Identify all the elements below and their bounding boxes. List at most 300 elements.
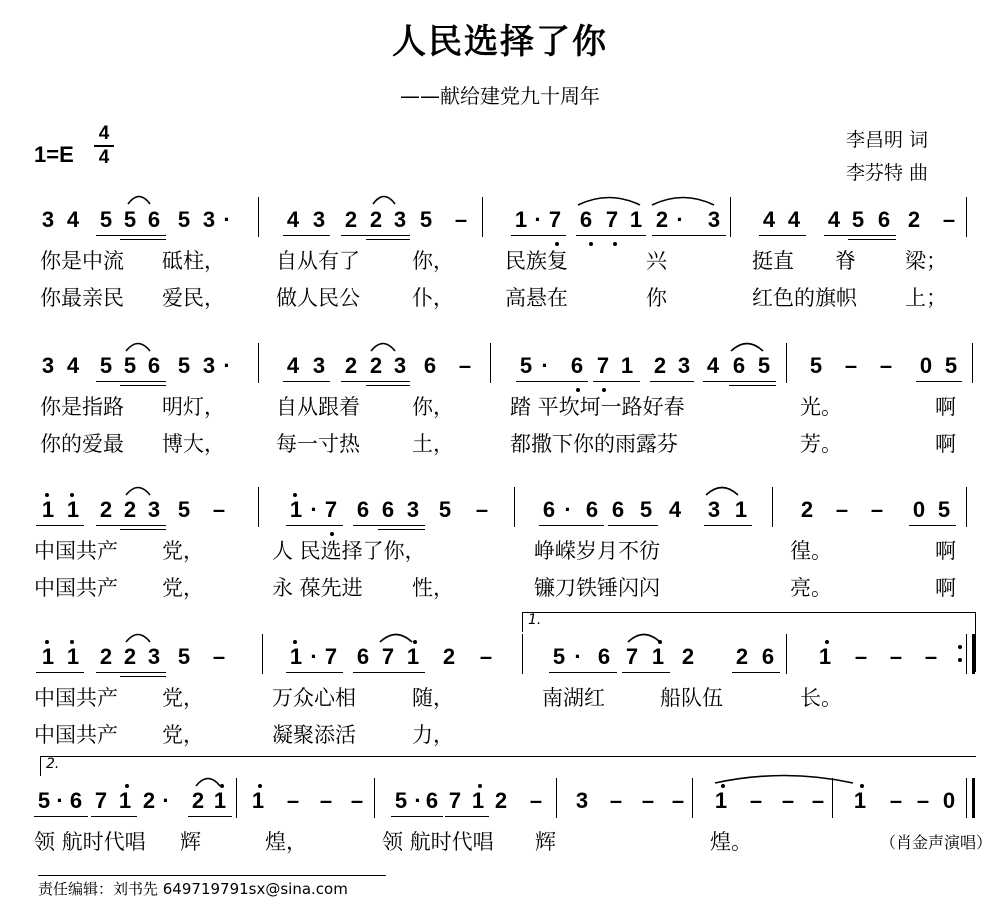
- note: 6: [732, 353, 746, 378]
- note: 5: [851, 207, 865, 232]
- note: 3: [312, 207, 326, 232]
- note: 4: [762, 207, 776, 232]
- note: 2: [681, 644, 695, 669]
- dash-note: –: [641, 788, 655, 813]
- note: 0: [942, 788, 956, 813]
- augmentation-dot: ·: [676, 207, 684, 232]
- dash-note: –: [811, 788, 825, 813]
- note-beam: [378, 525, 425, 530]
- tie-slur: [124, 629, 152, 643]
- lyric-text: 南湖红: [542, 686, 605, 710]
- barline: [258, 343, 259, 383]
- note: 6: [423, 353, 437, 378]
- volta-bracket: [522, 612, 523, 632]
- note-beam: [188, 816, 232, 817]
- tie-slur: [194, 773, 222, 787]
- barline: [786, 634, 787, 674]
- tie-slur: [124, 338, 152, 352]
- dash-note: –: [212, 644, 226, 669]
- augmentation-dot: ·: [534, 207, 542, 232]
- lyric-text: 做人民公: [276, 286, 360, 310]
- note: 6: [69, 788, 83, 813]
- lyric-text: 力，: [412, 723, 454, 747]
- note: 0: [919, 353, 933, 378]
- barline: [966, 197, 967, 237]
- lyric-text: 挺直: [752, 249, 794, 273]
- note: 1: [471, 788, 485, 813]
- note-beam: [909, 525, 956, 526]
- augmentation-dot: ·: [541, 353, 549, 378]
- note: 5: [177, 497, 191, 522]
- lyric-text: 徨。: [790, 539, 832, 563]
- note: 2: [494, 788, 508, 813]
- dash-note: –: [458, 353, 472, 378]
- note: 3: [41, 353, 55, 378]
- barline: [482, 197, 483, 237]
- volta-bracket: [522, 612, 976, 613]
- note: 6: [597, 644, 611, 669]
- note: 5: [639, 497, 653, 522]
- note: 3: [406, 497, 420, 522]
- note: 1: [289, 497, 303, 522]
- tie-slur: [371, 191, 397, 205]
- note: 5: [37, 788, 51, 813]
- note-beam: [283, 235, 330, 236]
- octave-dot: [293, 493, 297, 497]
- barline: [786, 343, 787, 383]
- note: 1: [514, 207, 528, 232]
- note: 2: [99, 644, 113, 669]
- lyric-text: 中国共产: [34, 539, 118, 563]
- lyric-text: 你最亲民: [40, 286, 124, 310]
- note: 2: [123, 497, 137, 522]
- singer-credit: （肖金声演唱）: [880, 833, 993, 852]
- note-beam: [366, 235, 410, 240]
- note: 1: [818, 644, 832, 669]
- repeat-bar: [972, 634, 975, 674]
- note-beam: [916, 381, 962, 382]
- lyric-text: 你是指路: [40, 395, 124, 419]
- note-beam: [650, 381, 694, 382]
- dash-note: –: [749, 788, 763, 813]
- lyric-text: 人 民选择了你，: [272, 539, 426, 563]
- lyric-text: 你: [646, 286, 667, 310]
- note: 5: [394, 788, 408, 813]
- note: 7: [324, 497, 338, 522]
- barline: [236, 778, 237, 818]
- note: 1: [213, 788, 227, 813]
- note: 4: [706, 353, 720, 378]
- note-beam: [34, 816, 88, 817]
- octave-dot: [330, 532, 334, 536]
- lyric-text: 你的爱最: [40, 432, 124, 456]
- note-beam: [848, 235, 896, 240]
- note: 3: [393, 353, 407, 378]
- lyric-text: 领 航时代唱: [382, 830, 494, 854]
- barline: [262, 634, 263, 674]
- note: 7: [324, 644, 338, 669]
- note: 4: [787, 207, 801, 232]
- note-beam: [283, 381, 330, 382]
- dash-note: –: [286, 788, 300, 813]
- note: 1: [853, 788, 867, 813]
- note: 6: [381, 497, 395, 522]
- dash-note: –: [529, 788, 543, 813]
- note: 5: [809, 353, 823, 378]
- lyric-text: 随，: [412, 686, 454, 710]
- note: 6: [356, 497, 370, 522]
- octave-dot: [589, 242, 593, 246]
- note: 4: [286, 207, 300, 232]
- lyric-text: 亮。: [790, 576, 832, 600]
- lyric-text: 煌。: [710, 830, 752, 854]
- note: 7: [94, 788, 108, 813]
- volta-number: 2.: [46, 756, 60, 772]
- lyric-text: 红色的旗帜: [752, 286, 857, 310]
- note: 3: [707, 207, 721, 232]
- note: 5: [177, 207, 191, 232]
- tie-slur: [126, 191, 152, 205]
- tie-slur: [369, 338, 397, 352]
- meter-top: 4: [98, 123, 110, 144]
- octave-dot: [45, 640, 49, 644]
- note: 1: [629, 207, 643, 232]
- note-beam: [729, 381, 776, 386]
- note: 3: [312, 353, 326, 378]
- octave-dot: [70, 640, 74, 644]
- dash-note: –: [475, 497, 489, 522]
- barline: [730, 197, 731, 237]
- note: 6: [761, 644, 775, 669]
- note: 4: [668, 497, 682, 522]
- note: 2: [142, 788, 156, 813]
- lyricist-credit: 李昌明 词: [846, 129, 929, 151]
- note: 7: [625, 644, 639, 669]
- augmentation-dot: ·: [574, 644, 582, 669]
- lyric-text: 芳。: [800, 432, 842, 456]
- note: 1: [651, 644, 665, 669]
- note-beam: [366, 381, 410, 386]
- tie-slur: [704, 482, 740, 496]
- lyric-text: 党，: [162, 686, 204, 710]
- lyric-text: 仆，: [412, 286, 454, 310]
- note: 1: [251, 788, 265, 813]
- lyric-text: 踏 平坎坷一路好春: [510, 395, 685, 419]
- note: 1: [289, 644, 303, 669]
- note-beam: [445, 816, 489, 817]
- lyric-text: 长。: [800, 686, 842, 710]
- lyric-text: 性，: [412, 576, 454, 600]
- lyric-text: 峥嵘岁月不彷: [534, 539, 660, 563]
- key-signature: 1=E: [34, 142, 74, 167]
- note: 3: [707, 497, 721, 522]
- note: 3: [41, 207, 55, 232]
- barline: [258, 487, 259, 527]
- note-beam: [286, 672, 343, 673]
- note: 2: [123, 644, 137, 669]
- augmentation-dot: ·: [310, 497, 318, 522]
- note: 5: [438, 497, 452, 522]
- note: 3: [575, 788, 589, 813]
- note: 6: [356, 644, 370, 669]
- barline: [972, 343, 973, 383]
- note: 6: [579, 207, 593, 232]
- octave-dot: [258, 784, 262, 788]
- lyric-text: 光。: [800, 395, 842, 419]
- note: 3: [677, 353, 691, 378]
- note: 7: [381, 644, 395, 669]
- note: 5: [177, 353, 191, 378]
- note: 6: [585, 497, 599, 522]
- dash-note: –: [479, 644, 493, 669]
- lyric-text: 船队伍: [660, 686, 723, 710]
- lyric-text: 啊: [935, 576, 956, 600]
- note: 2: [344, 353, 358, 378]
- lyric-text: 辉: [180, 830, 201, 854]
- note: 2: [344, 207, 358, 232]
- note: 2: [800, 497, 814, 522]
- augmentation-dot: ·: [564, 497, 572, 522]
- barline: [692, 778, 693, 818]
- note-beam: [622, 672, 670, 673]
- augmentation-dot: ·: [223, 207, 231, 232]
- lyric-text: 辉: [535, 830, 556, 854]
- lyric-text: 党，: [162, 576, 204, 600]
- time-signature: [94, 124, 114, 168]
- note: 6: [425, 788, 439, 813]
- editor-footer: 责任编辑：刘书先 649719791sx@sina.com: [38, 880, 348, 898]
- tie-slur: [378, 629, 414, 643]
- final-bar: [966, 778, 967, 818]
- note-beam: [549, 672, 617, 673]
- octave-dot: [125, 784, 129, 788]
- note: 6: [877, 207, 891, 232]
- barline: [258, 197, 259, 237]
- tie-slur: [124, 482, 152, 496]
- note-beam: [36, 525, 84, 526]
- note: 6: [542, 497, 556, 522]
- note: 3: [147, 644, 161, 669]
- lyric-text: 你是中流: [40, 249, 124, 273]
- note: 4: [286, 353, 300, 378]
- dash-note: –: [319, 788, 333, 813]
- repeat-dot: [958, 645, 962, 649]
- lyric-text: 梁；: [905, 249, 947, 273]
- augmentation-dot: ·: [223, 353, 231, 378]
- barline: [514, 487, 515, 527]
- lyric-text: 党，: [162, 723, 204, 747]
- lyric-text: 民族复: [505, 249, 568, 273]
- song-title: 人民选择了你: [392, 22, 608, 62]
- dash-note: –: [609, 788, 623, 813]
- note: 4: [827, 207, 841, 232]
- tie-slur: [650, 192, 716, 206]
- octave-dot: [70, 493, 74, 497]
- dash-note: –: [942, 207, 956, 232]
- octave-dot: [602, 388, 606, 392]
- note: 5: [937, 497, 951, 522]
- note: 2: [369, 353, 383, 378]
- note: 7: [596, 353, 610, 378]
- note: 2: [191, 788, 205, 813]
- note-beam: [516, 381, 588, 382]
- dash-note: –: [671, 788, 685, 813]
- note: 4: [66, 207, 80, 232]
- octave-dot: [825, 640, 829, 644]
- dash-note: –: [454, 207, 468, 232]
- barline: [556, 778, 557, 818]
- lyric-text: 砥柱，: [162, 249, 225, 273]
- lyric-text: 党，: [162, 539, 204, 563]
- lyric-text: 你，: [412, 249, 454, 273]
- note: 1: [734, 497, 748, 522]
- note: 7: [448, 788, 462, 813]
- song-subtitle: ——献给建党九十周年: [400, 84, 600, 108]
- lyric-text: 明灯，: [162, 395, 225, 419]
- octave-dot: [576, 388, 580, 392]
- dash-note: –: [854, 644, 868, 669]
- note: 5: [177, 644, 191, 669]
- note: 6: [147, 207, 161, 232]
- lyric-text: 自从有了: [276, 249, 360, 273]
- composer-credit: 李芬特 曲: [846, 162, 929, 184]
- lyric-text: 每一寸热: [276, 432, 360, 456]
- tie-slur: [626, 629, 662, 643]
- note: 2: [655, 207, 669, 232]
- dash-note: –: [924, 644, 938, 669]
- note: 0: [912, 497, 926, 522]
- note: 5: [123, 207, 137, 232]
- barline: [374, 778, 375, 818]
- lyric-text: 万众心相: [272, 686, 356, 710]
- note-beam: [759, 235, 806, 236]
- note: 2: [369, 207, 383, 232]
- note-beam: [576, 235, 646, 236]
- note: 5: [123, 353, 137, 378]
- tie-slur: [576, 192, 642, 206]
- note-beam: [732, 672, 780, 673]
- note: 1: [66, 497, 80, 522]
- note: 5: [99, 207, 113, 232]
- note: 5: [519, 353, 533, 378]
- dash-note: –: [879, 353, 893, 378]
- note: 5: [99, 353, 113, 378]
- tie-slur: [713, 770, 855, 784]
- dash-note: –: [844, 353, 858, 378]
- volta-bracket: [40, 756, 41, 776]
- note: 1: [118, 788, 132, 813]
- lyric-text: 高悬在: [505, 286, 568, 310]
- note-beam: [120, 525, 166, 530]
- lyric-text: 永 葆先进: [272, 576, 363, 600]
- note-beam: [120, 381, 166, 386]
- lyric-text: 爱民，: [162, 286, 225, 310]
- note-beam: [593, 381, 640, 382]
- note: 2: [907, 207, 921, 232]
- note: 1: [714, 788, 728, 813]
- note-beam: [353, 672, 425, 673]
- lyric-text: 煌，: [265, 830, 307, 854]
- dash-note: –: [870, 497, 884, 522]
- note-beam: [391, 816, 443, 817]
- note: 3: [147, 497, 161, 522]
- dash-note: –: [350, 788, 364, 813]
- octave-dot: [613, 242, 617, 246]
- lyric-text: 啊: [935, 432, 956, 456]
- octave-dot: [478, 784, 482, 788]
- barline: [772, 487, 773, 527]
- lyric-text: 啊: [935, 395, 956, 419]
- volta-bracket: [975, 612, 976, 672]
- lyric-text: 脊: [835, 249, 856, 273]
- note: 1: [41, 497, 55, 522]
- note: 2: [442, 644, 456, 669]
- note: 6: [147, 353, 161, 378]
- note: 7: [548, 207, 562, 232]
- note: 3: [202, 207, 216, 232]
- volta-bracket: [40, 756, 976, 757]
- note: 5: [944, 353, 958, 378]
- meter-bottom: 4: [98, 147, 110, 168]
- note: 1: [41, 644, 55, 669]
- lyric-text: 土，: [412, 432, 454, 456]
- note: 6: [611, 497, 625, 522]
- octave-dot: [555, 242, 559, 246]
- note-beam: [511, 235, 566, 236]
- lyric-text: 你，: [412, 395, 454, 419]
- final-bar: [972, 778, 975, 818]
- note: 2: [653, 353, 667, 378]
- lyric-text: 凝聚添活: [272, 723, 356, 747]
- barline: [966, 487, 967, 527]
- lyric-text: 博大，: [162, 432, 225, 456]
- note: 2: [735, 644, 749, 669]
- dash-note: –: [916, 788, 930, 813]
- note: 3: [202, 353, 216, 378]
- note-beam: [608, 525, 658, 526]
- augmentation-dot: ·: [310, 644, 318, 669]
- note-beam: [286, 525, 343, 526]
- lyric-text: 兴: [646, 249, 667, 273]
- lyric-text: 镰刀铁锤闪闪: [534, 576, 660, 600]
- augmentation-dot: ·: [414, 788, 422, 813]
- lyric-text: 自从跟着: [276, 395, 360, 419]
- note: 3: [393, 207, 407, 232]
- augmentation-dot: ·: [56, 788, 64, 813]
- note: 2: [99, 497, 113, 522]
- dash-note: –: [781, 788, 795, 813]
- note-beam: [120, 235, 166, 240]
- note-beam: [704, 525, 752, 526]
- note: 1: [620, 353, 634, 378]
- tie-slur: [729, 338, 765, 352]
- lyric-text: 中国共产: [34, 723, 118, 747]
- dash-note: –: [212, 497, 226, 522]
- dash-note: –: [889, 644, 903, 669]
- barline: [832, 778, 833, 818]
- note: 5: [552, 644, 566, 669]
- note-beam: [36, 672, 84, 673]
- note: 4: [66, 353, 80, 378]
- note-beam: [539, 525, 604, 526]
- octave-dot: [45, 493, 49, 497]
- repeat-dot: [958, 658, 962, 662]
- lyric-text: 中国共产: [34, 686, 118, 710]
- octave-dot: [293, 640, 297, 644]
- note-beam: [91, 816, 137, 817]
- volta-number: 1.: [528, 612, 542, 628]
- note: 7: [605, 207, 619, 232]
